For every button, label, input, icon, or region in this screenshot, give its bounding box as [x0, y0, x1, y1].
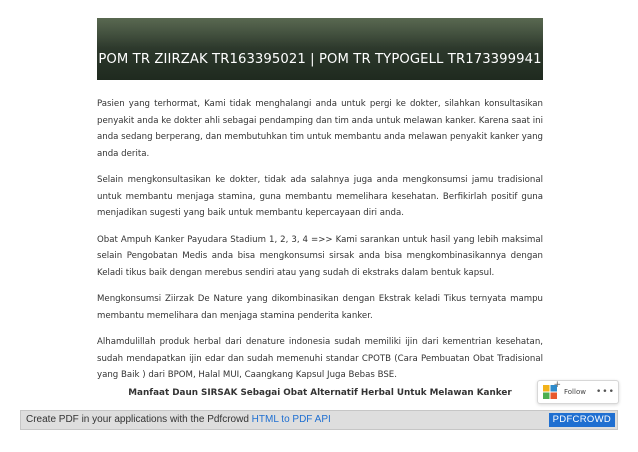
- more-options-icon[interactable]: •••: [595, 387, 615, 397]
- paragraph: Mengkonsumsi Ziirzak De Nature yang dikombinasikan dengan Ekstrak keladi Tikus ternyata mampu membantu memelihara dan menjaga stamina penderita kanker.: [97, 294, 543, 321]
- follow-widget[interactable]: [537, 380, 619, 404]
- image-caption: Manfaat Daun SIRSAK Sebagai Obat Alternatif Herbal Untuk Melawan Kanker: [128, 388, 512, 398]
- html-to-pdf-api-link[interactable]: HTML to PDF API: [251, 414, 331, 425]
- header-banner-image: [97, 18, 543, 80]
- follow-plus-icon: [543, 385, 557, 399]
- pdfcrowd-brand-link[interactable]: PDFCROWD: [549, 413, 615, 427]
- article-body: [97, 96, 543, 394]
- follow-icon-tile-1: [543, 385, 550, 392]
- follow-button[interactable]: Follow: [564, 388, 586, 396]
- follow-icon-tile-2: [551, 385, 558, 392]
- pdfcrowd-footer-bar: [20, 410, 618, 430]
- pdfcrowd-prefix: Create PDF in your applications with the Pdfcrowd: [26, 414, 252, 425]
- follow-icon-tile-3: [543, 393, 550, 400]
- paragraph: Obat Ampuh Kanker Payudara Stadium 1, 2, 3, 4 =>> Kami sarankan untuk hasil yang lebih maksimal selain Pengobatan Medis anda bisa mengkonsumsi sirsak anda bisa mengkombinasikannya dengan Keladi tikus baik dengan merebus sendiri atau yang sudah di ekstraks dalam bentuk kapsul.: [97, 234, 543, 278]
- follow-icon-tile-4: [551, 393, 558, 400]
- paragraph: Pasien yang terhormat, Kami tidak menghalangi anda untuk pergi ke dokter, silahkan konsultasikan penyakit anda ke dokter ahli sebagai pendamping dan tim anda untuk melawan kanker. Karena saat ini anda sedang berperang, dan membutuhkan tim untuk membantu anda melawan penyakit kanker yang anda derita.: [97, 99, 543, 159]
- pdfcrowd-footer-text: [26, 414, 331, 425]
- paragraph: Alhamdulillah produk herbal dari denature indonesia sudah memiliki ijin dari kementrian kesehatan, sudah mendapatkan ijin edar dan sudah memenuhi standar CPOTB (Cara Pembuatan Obat Tradisional yang Baik ) dari BPOM, Halal MUI, Caangkang Kapsul Juga Bebas BSE.: [97, 337, 543, 380]
- banner-text: POM TR ZIIRZAK TR163395021 | POM TR TYPOGELL TR173399941: [98, 52, 542, 67]
- paragraph: Selain mengkonsultasikan ke dokter, tidak ada salahnya juga anda mengkonsumsi jamu tradisional untuk membantu menjaga stamina, guna membantu memelihara kesehatan. Berfikirlah positif guna menjadikan sugesti yang baik untuk membantu kepercayaan diri anda.: [97, 175, 543, 218]
